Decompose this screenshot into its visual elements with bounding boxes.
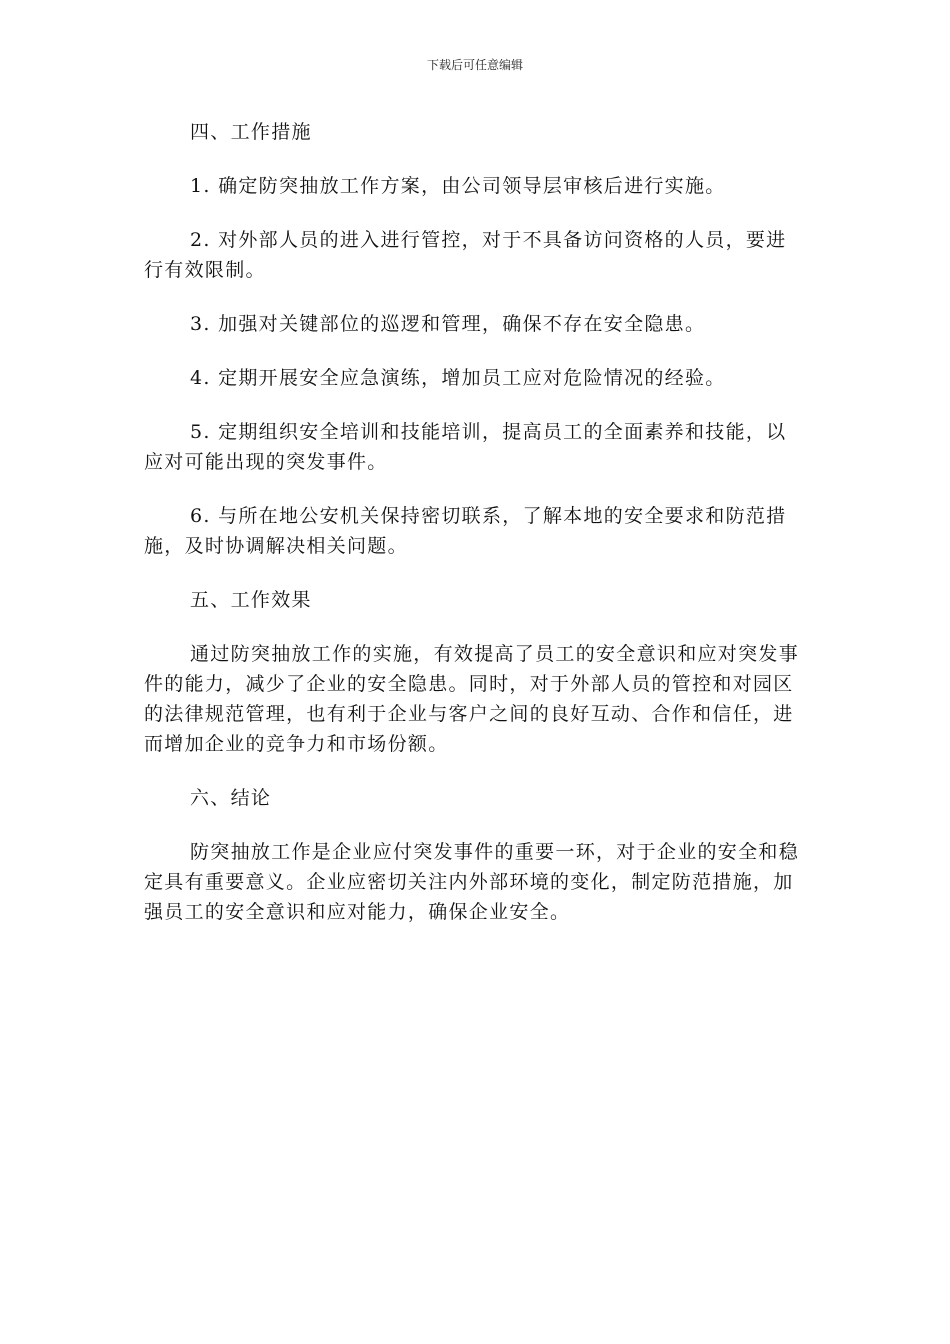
section-heading-measures: 四、工作措施 — [190, 121, 312, 143]
results-paragraph: 通过防突抽放工作的实施，有效提高了员工的安全意识和应对突发事件的能力，减少了企业的安全隐患。同时，对于外部人员的管控和对园区的法律规范管理，也有利于企业与客户之间的良好互动、合作和信任，进而增加企业的竞争力和市场份额。 — [144, 643, 800, 755]
list-item: 4. 定期开展安全应急演练，增加员工应对危险情况的经验。 — [190, 367, 726, 389]
list-item: 6. 与所在地公安机关保持密切联系，了解本地的安全要求和防范措施，及时协调解决相关问题。 — [144, 505, 787, 557]
list-item: 1. 确定防突抽放工作方案，由公司领导层审核后进行实施。 — [190, 175, 726, 197]
list-item: 3. 加强对关键部位的巡逻和管理，确保不存在安全隐患。 — [190, 313, 706, 335]
section-heading-conclusion: 六、结论 — [190, 787, 272, 809]
section-heading-results: 五、工作效果 — [190, 589, 312, 611]
conclusion-paragraph: 防突抽放工作是企业应付突发事件的重要一环，对于企业的安全和稳定具有重要意义。企业应密切关注内外部环境的变化，制定防范措施，加强员工的安全意识和应对能力，确保企业安全。 — [144, 841, 800, 923]
list-item: 5. 定期组织安全培训和技能培训，提高员工的全面素养和技能，以应对可能出现的突发事件。 — [144, 421, 787, 473]
document-body — [144, 117, 804, 951]
list-item: 2. 对外部人员的进入进行管控，对于不具备访问资格的人员，要进行有效限制。 — [144, 229, 787, 281]
page-header-note: 下载后可任意编辑 — [426, 58, 523, 72]
